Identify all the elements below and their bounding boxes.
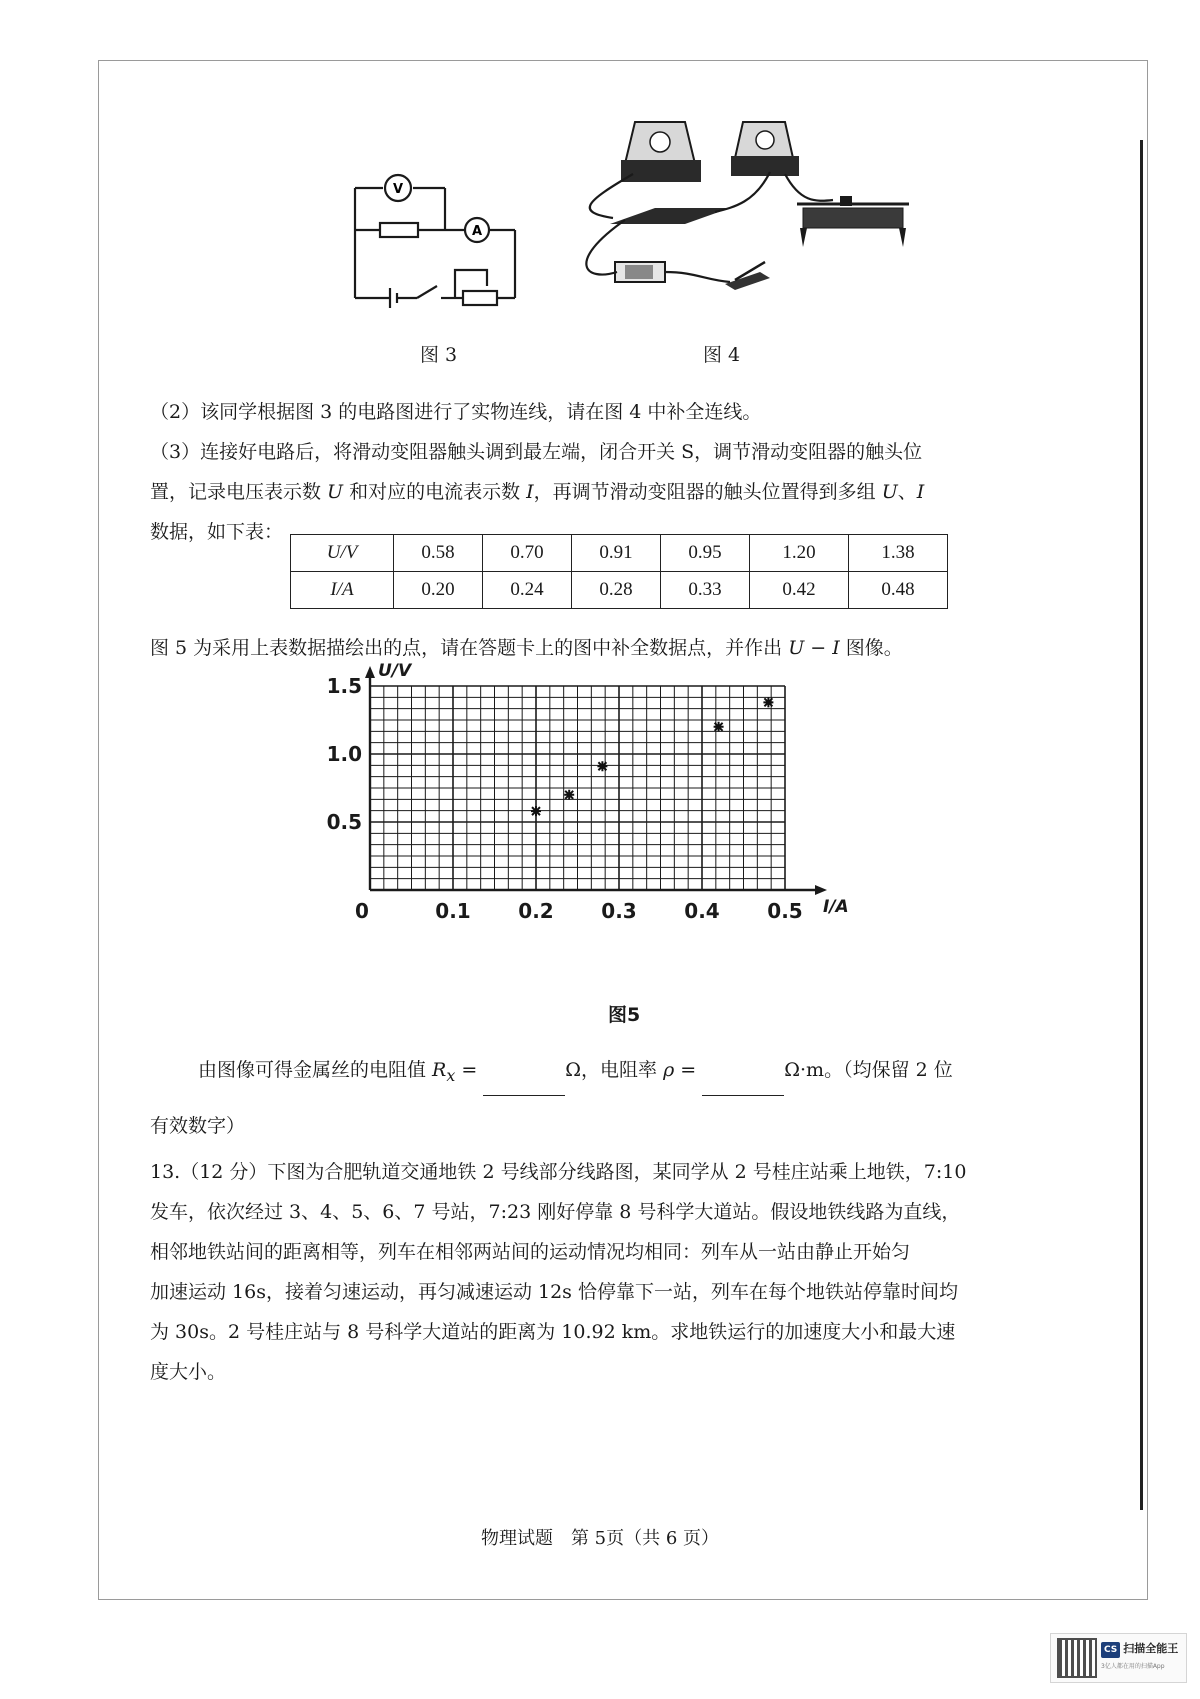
table-cell: 0.58	[394, 535, 483, 572]
resistance-blank[interactable]	[483, 1073, 565, 1096]
scanner-badge	[1050, 1633, 1187, 1683]
cs-logo-icon: CS	[1101, 1642, 1120, 1658]
table-cell: 0.33	[661, 572, 750, 609]
question-2-text	[150, 392, 1090, 552]
table-cell: 1.20	[750, 535, 849, 572]
table-cell: 0.28	[572, 572, 661, 609]
table-cell: 0.20	[394, 572, 483, 609]
table-cell: 0.24	[483, 572, 572, 609]
voltmeter-device	[621, 122, 701, 182]
x-tick-label: 0.4	[684, 899, 720, 923]
badge-sub: 3亿人都在用的扫描App	[1101, 1663, 1165, 1670]
data-point	[597, 761, 607, 771]
y-axis-arrow	[365, 666, 375, 678]
figure-3-circuit	[345, 160, 535, 310]
q3-line-3: 数据，如下表：	[150, 521, 284, 543]
y-tick-label: 1.0	[326, 742, 362, 766]
data-point	[714, 722, 724, 732]
q2-line: （2）该同学根据图 3 的电路图进行了实物连线，请在图 4 中补全连线。	[150, 401, 762, 423]
table-cell: 0.95	[661, 535, 750, 572]
page-footer: 物理试题 第 5页（共 6 页）	[480, 1528, 720, 1549]
table-head-u: U/V	[291, 535, 394, 572]
result-line-2: 有效数字）	[150, 1115, 246, 1137]
y-axis-label: U/V	[378, 661, 412, 681]
x-axis-label: I/A	[823, 897, 849, 917]
x-tick-label: 0.1	[435, 899, 471, 923]
resistivity-blank[interactable]	[702, 1073, 784, 1096]
ammeter-label: A	[471, 224, 483, 239]
q3-line-1: （3）连接好电路后，将滑动变阻器触头调到最左端，闭合开关 S，调节滑动变阻器的触头位	[150, 441, 923, 463]
table-row-u	[291, 535, 948, 572]
x-tick-label: 0.3	[601, 899, 637, 923]
metal-wire-board	[610, 208, 730, 224]
sliding-rheostat	[797, 196, 909, 247]
data-point	[531, 806, 541, 816]
figure-5-intro: 图 5 为采用上表数据描绘出的点，请在答题卡上的图中补全数据点，并作出 U − I 图像。	[150, 637, 903, 659]
x-axis-arrow	[815, 885, 827, 895]
q3-line-2: 置，记录电压表示数 U 和对应的电流表示数 I，再调节滑动变阻器的触头位置得到多组 U、I	[150, 481, 925, 503]
x-tick-label: 0.2	[518, 899, 554, 923]
question-13-text: 13.（12 分）下图为合肥轨道交通地铁 2 号线部分线路图，某同学从 2 号桂庄站乘上地铁，7:10 发车，依次经过 3、4、5、6、7 号站，7:23 刚好停靠 8 号科学大道站。假设地铁线路为直线， 相邻地铁站间的距离相等，列车在相邻两站间的运动情况均相同：列车从一站由静止开始匀 加速运动 16s，接着匀速运动，再匀减速运动 12s 恰停靠下一站，列车在每个地铁站停靠时间均 为 30s。2 号桂庄站与 8 号科学大道站的距离为 10.92 km。求地铁运行的加速度大小和最大速 度大小。	[150, 1161, 967, 1383]
table-cell: 0.91	[572, 535, 661, 572]
table-head-i: I/A	[291, 572, 394, 609]
figure-3-label: 图 3	[420, 344, 458, 366]
table-cell: 1.38	[849, 535, 948, 572]
voltmeter-label: V	[392, 182, 404, 197]
y-tick-label: 1.5	[326, 674, 362, 698]
figure-5-label: 图5	[608, 1004, 641, 1026]
scan-edge	[1140, 140, 1143, 1510]
table-cell: 0.42	[750, 572, 849, 609]
figure-4-apparatus	[585, 112, 925, 327]
y-tick-label: 0.5	[326, 810, 362, 834]
data-table	[290, 534, 948, 609]
ammeter-device	[731, 122, 799, 176]
table-row-i	[291, 572, 948, 609]
result-line: 由图像可得金属丝的电阻值 $R_x = \Omega$，电阻率 ρ = Ω·m。（均保留 2 位	[198, 1050, 1098, 1096]
figure-4-label: 图 4	[703, 344, 741, 366]
x-tick-label: 0	[355, 899, 369, 923]
table-cell: 0.70	[483, 535, 572, 572]
x-tick-label: 0.5	[767, 899, 803, 923]
data-point	[763, 697, 773, 707]
qr-code-icon	[1059, 1640, 1095, 1676]
ui-plot	[326, 661, 940, 988]
data-point	[564, 790, 574, 800]
battery-holder	[615, 262, 665, 282]
table-cell: 0.48	[849, 572, 948, 609]
switch-device	[725, 262, 770, 290]
badge-name: 扫描全能王	[1123, 1642, 1179, 1655]
